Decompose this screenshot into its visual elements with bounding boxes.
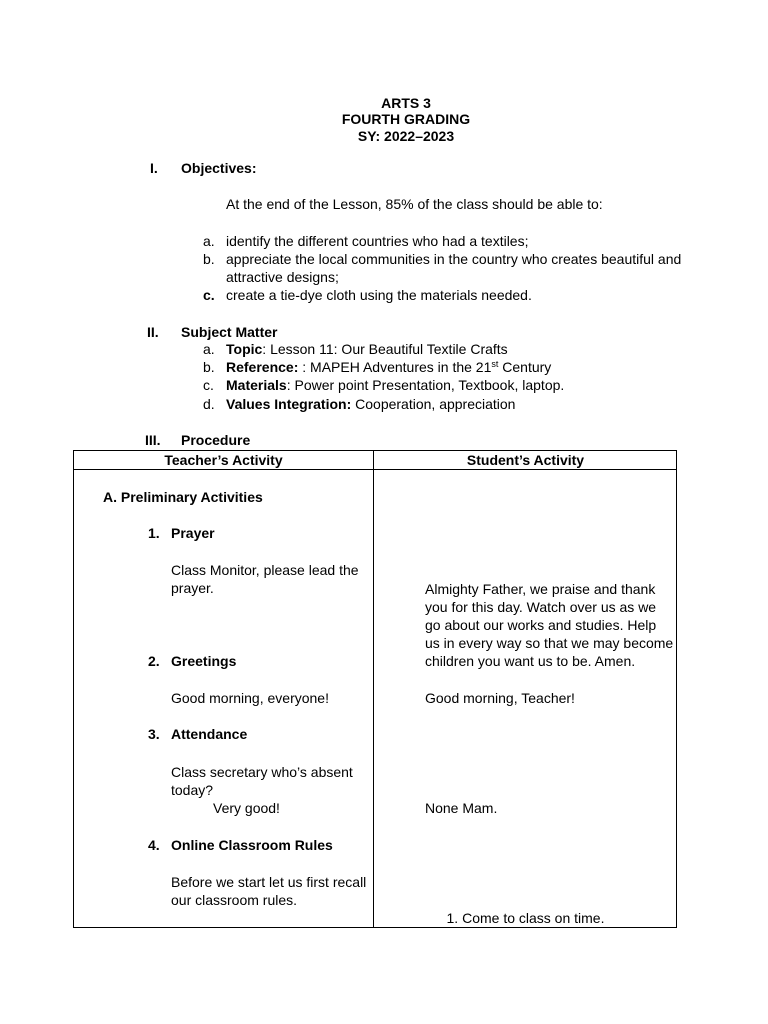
objectives-intro: At the end of the Lesson, 85% of the class should be able to:: [226, 196, 603, 212]
subject-label: Values Integration:: [226, 396, 352, 412]
doc-title: ARTS 3: [381, 95, 431, 111]
objective-item-cont: attractive designs;: [226, 269, 339, 285]
step-number: 4.: [148, 837, 160, 853]
subject-numeral: II.: [147, 324, 159, 340]
objective-item: identify the different countries who had a textiles;: [226, 233, 529, 249]
column-divider: [373, 451, 374, 927]
procedure-heading: Procedure: [181, 432, 251, 448]
subject-label: Reference:: [226, 359, 299, 375]
objectives-heading: Objectives:: [181, 160, 257, 176]
teacher-column-header: Teacher’s Activity: [164, 452, 283, 468]
student-line: go about our works and studies. Help: [425, 617, 657, 633]
subject-value: Cooperation, appreciation: [351, 396, 516, 412]
preliminary-heading: A. Preliminary Activities: [103, 489, 263, 505]
subject-marker: b.: [203, 359, 215, 375]
student-line: None Mam.: [425, 800, 498, 816]
subject-marker: d.: [203, 396, 215, 412]
procedure-table: [73, 450, 677, 928]
teacher-line: our classroom rules.: [171, 892, 298, 908]
school-year: SY: 2022–2023: [357, 128, 455, 144]
subject-materials: [226, 376, 564, 394]
subject-topic: [226, 340, 508, 358]
header-divider: [74, 469, 676, 470]
step-number: 1.: [148, 525, 160, 541]
student-line: Good morning, Teacher!: [425, 690, 575, 706]
objective-marker: a.: [203, 233, 215, 249]
subject-value: : Power point Presentation, Textbook, laptop.: [286, 377, 565, 393]
objective-item: appreciate the local communities in the country who creates beautiful and: [226, 251, 682, 267]
student-line: Almighty Father, we praise and thank: [425, 581, 656, 597]
subject-value: Century: [498, 359, 552, 375]
student-line: 1. Come to class on time.: [446, 910, 605, 926]
teacher-line: Very good!: [213, 800, 280, 816]
objectives-numeral: I.: [150, 160, 158, 176]
subject-heading: Subject Matter: [181, 324, 278, 340]
teacher-line: Class secretary who’s absent: [171, 764, 353, 780]
teacher-line: Good morning, everyone!: [171, 690, 329, 706]
objective-marker: c.: [203, 287, 215, 303]
subject-value: : Lesson 11: Our Beautiful Textile Crafts: [262, 341, 508, 357]
objective-marker: b.: [203, 251, 215, 267]
teacher-line: prayer.: [171, 580, 214, 596]
teacher-line: today?: [171, 782, 214, 798]
step-number: 2.: [148, 653, 160, 669]
subject-reference: [226, 358, 551, 376]
subject-value: : MAPEH Adventures in the 21: [298, 359, 492, 375]
step-title: Online Classroom Rules: [171, 837, 333, 853]
step-title: Attendance: [171, 726, 248, 742]
step-number: 3.: [148, 726, 160, 742]
step-title: Greetings: [171, 653, 237, 669]
subject-values: [226, 395, 515, 413]
student-column-header: Student’s Activity: [466, 452, 585, 468]
step-title: Prayer: [171, 525, 215, 541]
teacher-line: Class Monitor, please lead the: [171, 562, 359, 578]
student-line: us in every way so that we may become: [425, 635, 674, 651]
student-line: children you want us to be. Amen.: [425, 653, 636, 669]
grading-period: FOURTH GRADING: [341, 111, 471, 127]
teacher-line: Before we start let us first recall: [171, 874, 367, 890]
subject-marker: c.: [203, 377, 214, 393]
procedure-numeral: III.: [145, 432, 161, 448]
superscript: st: [491, 359, 499, 369]
subject-label: Materials: [226, 377, 287, 393]
objective-item: create a tie-dye cloth using the materials needed.: [226, 287, 532, 303]
subject-marker: a.: [203, 341, 215, 357]
subject-label: Topic: [226, 341, 263, 357]
student-line: you for this day. Watch over us as we: [425, 599, 657, 615]
